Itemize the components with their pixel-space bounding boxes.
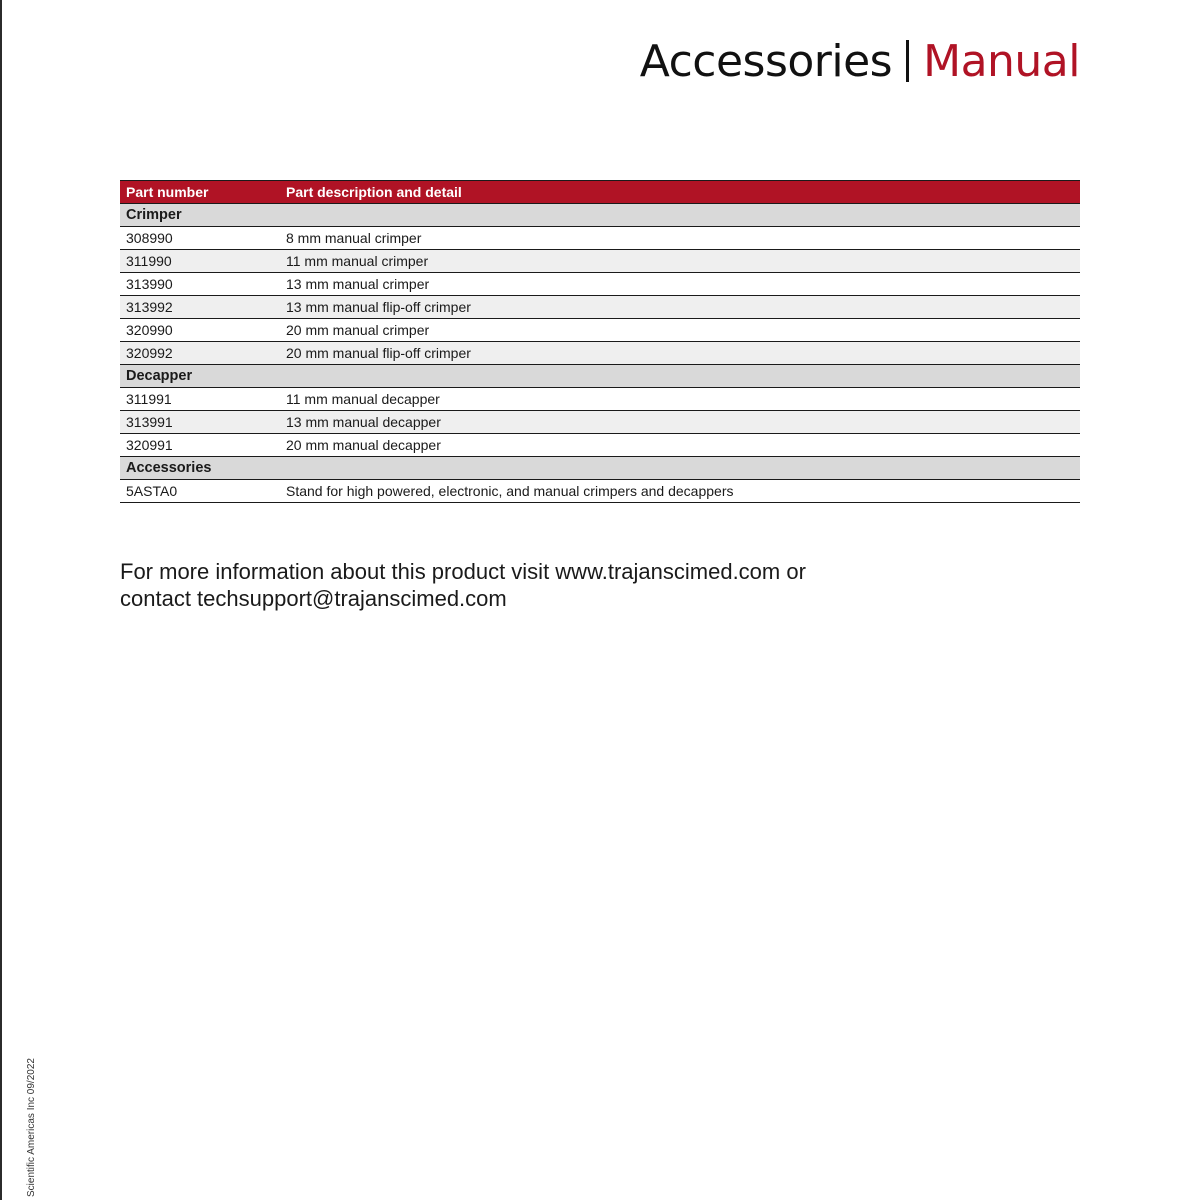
section-label: Accessories xyxy=(120,457,1080,480)
table-row xyxy=(120,411,1080,434)
section-row-decapper xyxy=(120,365,1080,388)
part-number-cell: 311990 xyxy=(120,250,280,273)
part-description-cell: 20 mm manual crimper xyxy=(280,319,1080,342)
table-header-row xyxy=(120,181,1080,204)
part-number-cell: 320992 xyxy=(120,342,280,365)
part-description-cell: 13 mm manual flip-off crimper xyxy=(280,296,1080,319)
footer-copyright: Scientific Americas Inc 09/2022 xyxy=(26,1058,37,1197)
part-number-cell: 313991 xyxy=(120,411,280,434)
column-header-description: Part description and detail xyxy=(280,181,1080,204)
part-number-cell: 313992 xyxy=(120,296,280,319)
part-number-cell: 313990 xyxy=(120,273,280,296)
page-title-accent: Manual xyxy=(923,36,1080,87)
section-label: Crimper xyxy=(120,204,1080,227)
part-description-cell: 20 mm manual decapper xyxy=(280,434,1080,457)
part-number-cell: 5ASTA0 xyxy=(120,480,280,503)
section-row-accessories xyxy=(120,457,1080,480)
section-row-crimper xyxy=(120,204,1080,227)
part-description-cell: Stand for high powered, electronic, and manual crimpers and decappers xyxy=(280,480,1080,503)
part-description-cell: 8 mm manual crimper xyxy=(280,227,1080,250)
more-info-text xyxy=(120,558,806,612)
table-row xyxy=(120,319,1080,342)
part-description-cell: 13 mm manual crimper xyxy=(280,273,1080,296)
table-row xyxy=(120,434,1080,457)
table-row xyxy=(120,273,1080,296)
more-info-line-1: For more information about this product visit www.trajanscimed.com or xyxy=(120,559,806,584)
page-title-main: Accessories xyxy=(639,36,893,87)
table-row xyxy=(120,388,1080,411)
more-info-line-2: contact techsupport@trajanscimed.com xyxy=(120,586,507,611)
part-number-cell: 320990 xyxy=(120,319,280,342)
page-title xyxy=(640,34,1080,90)
page-left-border xyxy=(0,0,2,1200)
part-number-cell: 311991 xyxy=(120,388,280,411)
table-row xyxy=(120,250,1080,273)
title-divider xyxy=(906,40,909,82)
table-row xyxy=(120,480,1080,503)
section-label: Decapper xyxy=(120,365,1080,388)
part-number-cell: 308990 xyxy=(120,227,280,250)
part-number-cell: 320991 xyxy=(120,434,280,457)
parts-table xyxy=(120,180,1080,503)
table-row xyxy=(120,227,1080,250)
column-header-part-number: Part number xyxy=(120,181,280,204)
part-description-cell: 20 mm manual flip-off crimper xyxy=(280,342,1080,365)
part-description-cell: 13 mm manual decapper xyxy=(280,411,1080,434)
part-description-cell: 11 mm manual decapper xyxy=(280,388,1080,411)
table-row xyxy=(120,342,1080,365)
table-row xyxy=(120,296,1080,319)
part-description-cell: 11 mm manual crimper xyxy=(280,250,1080,273)
